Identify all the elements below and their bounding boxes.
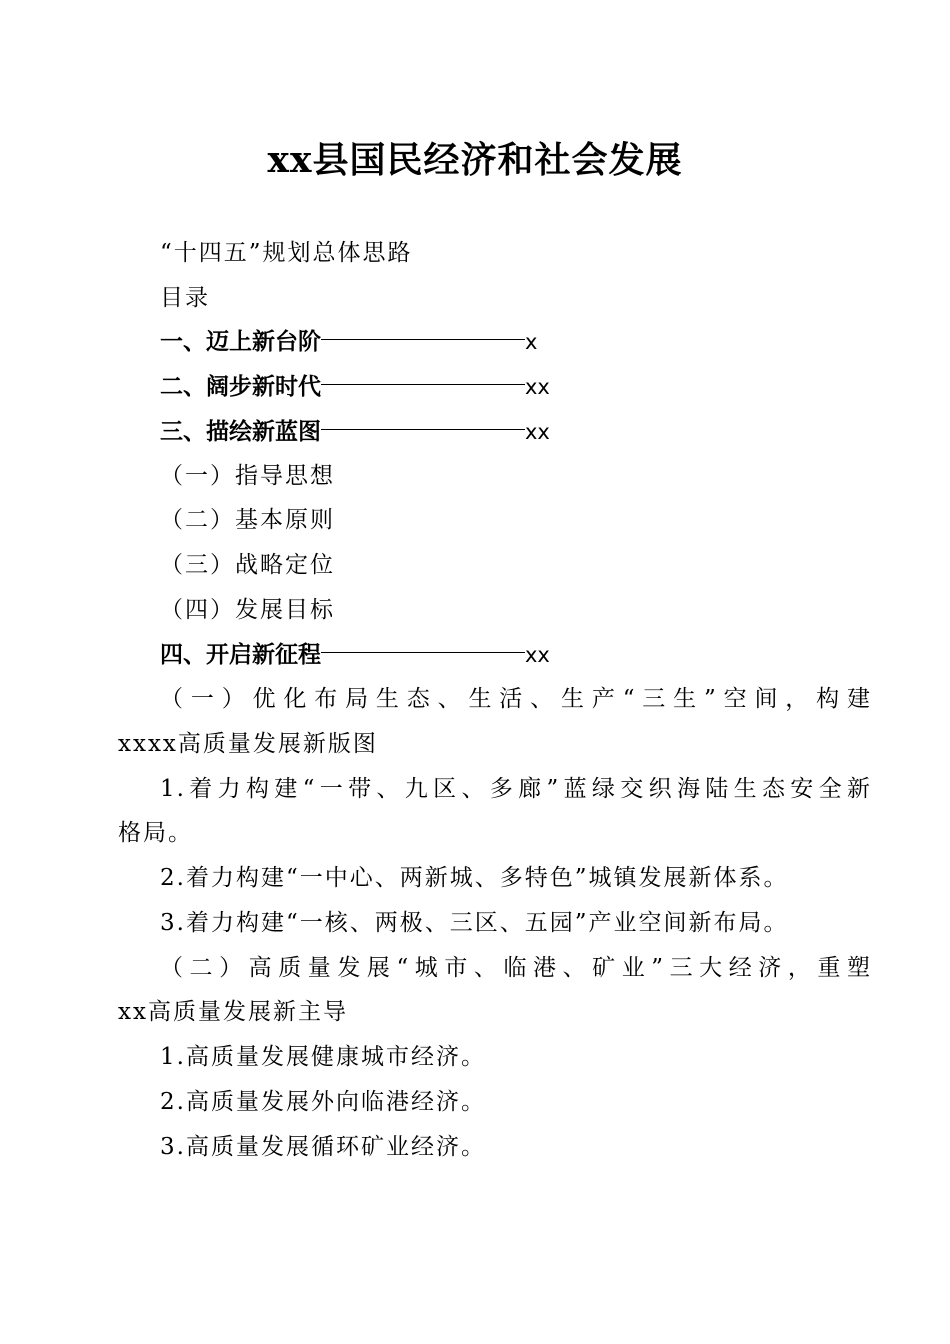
- toc-leader-line: [321, 429, 525, 430]
- section-2-heading-line-1: （二）高质量发展“城市、临港、矿业”三大经济，重塑: [160, 955, 872, 981]
- toc-label: 目录: [160, 285, 210, 311]
- toc-entry-4[interactable]: [118, 640, 872, 670]
- document-subtitle: “十四五”规划总体思路: [160, 240, 413, 266]
- toc-page-number: xx: [525, 420, 550, 444]
- toc-sub-item-4: （四）发展目标: [160, 597, 335, 623]
- toc-entry-3[interactable]: [118, 417, 872, 447]
- toc-page-number: xx: [525, 643, 550, 667]
- toc-leader-line: [321, 339, 525, 340]
- toc-leader-line: [321, 384, 525, 385]
- section-1-item-3: 3.着力构建“一核、两极、三区、五园”产业空间新布局。: [160, 910, 789, 936]
- section-2-item-1: 1.高质量发展健康城市经济。: [160, 1044, 486, 1070]
- toc-sub-item-3: （三）战略定位: [160, 552, 335, 578]
- toc-sub-item-2: （二）基本原则: [160, 507, 335, 533]
- toc-entry-label: 一、迈上新台阶: [160, 329, 321, 355]
- toc-sub-item-1: （一）指导思想: [160, 463, 335, 489]
- section-1-item-1-line-1: 1.着力构建“一带、九区、多廊”蓝绿交织海陆生态安全新: [160, 776, 872, 802]
- section-2-item-3: 3.高质量发展循环矿业经济。: [160, 1134, 486, 1160]
- section-2-item-2: 2.高质量发展外向临港经济。: [160, 1089, 486, 1115]
- toc-page-number: x: [525, 330, 538, 354]
- section-1-heading-line-2: xxxx高质量发展新版图: [118, 731, 378, 757]
- section-2-heading-line-2: xx高质量发展新主导: [118, 999, 348, 1025]
- toc-entry-label: 三、描绘新蓝图: [160, 419, 321, 445]
- toc-page-number: xx: [525, 375, 550, 399]
- section-1-heading-line-1: （一）优化布局生态、生活、生产“三生”空间，构建: [160, 686, 872, 712]
- toc-entry-label: 四、开启新征程: [160, 642, 321, 668]
- toc-entry-label: 二、阔步新时代: [160, 374, 321, 400]
- section-1-item-1-line-2: 格局。: [118, 820, 193, 846]
- section-1-item-2: 2.着力构建“一中心、两新城、多特色”城镇发展新体系。: [160, 865, 789, 891]
- toc-leader-line: [321, 652, 525, 653]
- toc-entry-1[interactable]: [118, 327, 872, 357]
- toc-entry-2[interactable]: [118, 372, 872, 402]
- document-title: xx县国民经济和社会发展: [267, 139, 683, 181]
